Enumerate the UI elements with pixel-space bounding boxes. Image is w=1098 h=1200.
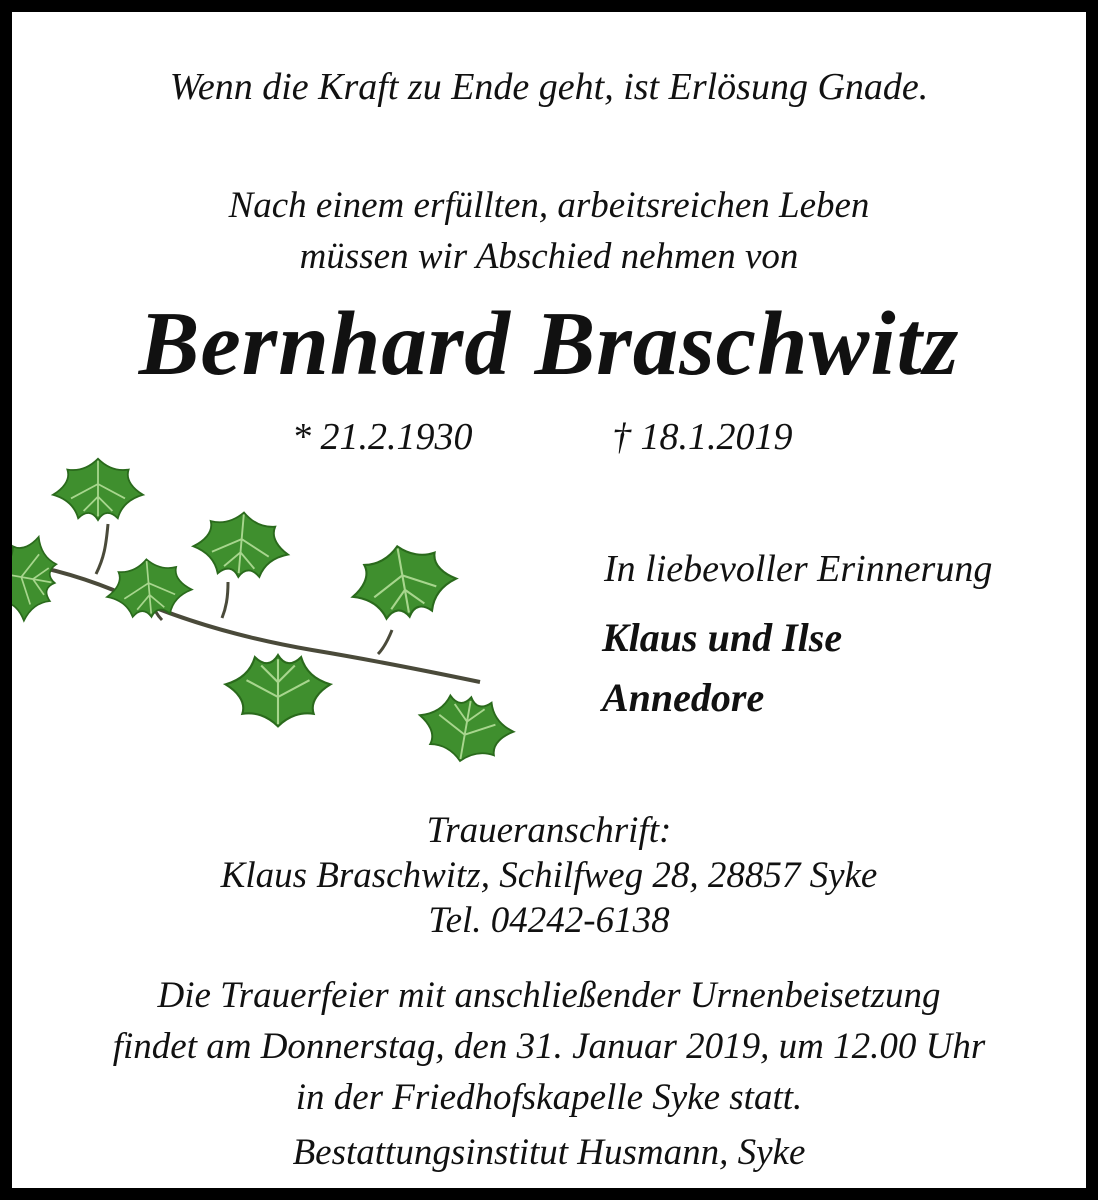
mourner-1: Klaus und Ilse	[602, 615, 843, 660]
death-date: † 18.1.2019	[612, 416, 793, 458]
service-line-3: in der Friedhofskapelle Syke statt.	[295, 1077, 803, 1118]
birth-date: * 21.2.1930	[292, 416, 473, 458]
intro-text	[12, 180, 1086, 282]
motto: Wenn die Kraft zu Ende geht, ist Erlösung Gnade.	[169, 66, 929, 108]
ivy-branch-icon	[12, 450, 522, 770]
service-notice	[12, 970, 1086, 1123]
service-line-1: Die Trauerfeier mit anschließender Urnenbeisetzung	[157, 975, 941, 1016]
funeral-home: Bestattungsinstitut Husmann, Syke	[292, 1132, 806, 1173]
memorial-heading: In liebevoller Erinnerung	[604, 548, 993, 590]
address-label: Traueranschrift:	[426, 810, 672, 851]
deceased-name: Bernhard Braschwitz	[138, 293, 960, 394]
service-line-2: findet am Donnerstag, den 31. Januar 2019, um 12.00 Uhr	[112, 1026, 986, 1067]
intro-line-2: müssen wir Abschied nehmen von	[299, 236, 799, 277]
address-line: Klaus Braschwitz, Schilfweg 28, 28857 Syke	[220, 855, 878, 896]
address-phone: Tel. 04242-6138	[428, 900, 670, 941]
intro-line-1: Nach einem erfüllten, arbeitsreichen Leben	[228, 185, 870, 226]
mourner-2: Annedore	[602, 675, 765, 720]
mourning-address	[12, 808, 1086, 943]
